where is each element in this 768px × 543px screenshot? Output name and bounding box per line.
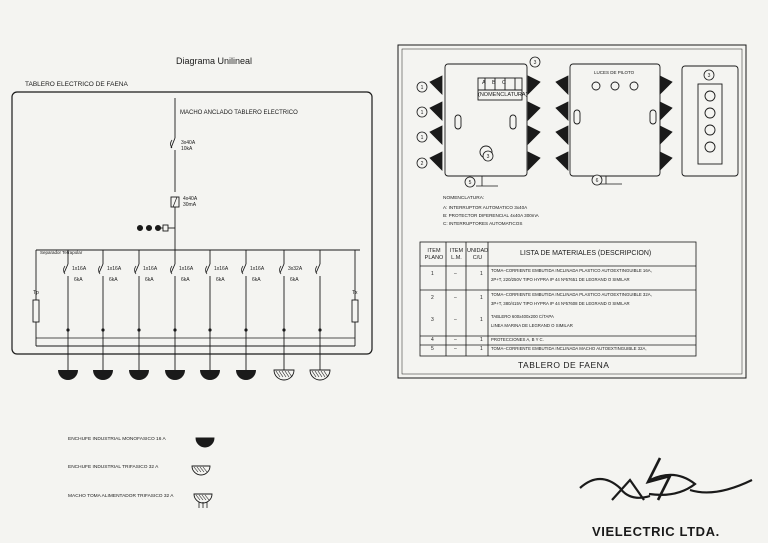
circuit-rating: 1x16A <box>107 266 122 272</box>
main-feeder-label: MACHO ANCLADO TABLERO ELECTRICO <box>180 110 298 116</box>
table-cell-description: TABLERO 600x400x200 C/TAPA <box>491 314 554 319</box>
table-cell-lm: – <box>454 346 457 352</box>
mono-icon <box>196 438 214 447</box>
circuit-ka: 6kA <box>252 277 261 283</box>
svg-text:5: 5 <box>468 180 472 186</box>
main-breaker-rating: 3x40A <box>181 140 196 146</box>
table-cell-description: PROTECCIONES A, B Y C. <box>491 337 544 342</box>
table-cell-lm: – <box>454 271 457 277</box>
table-cell-description: TOMA–CORRIENTE EMBUTIDA INCLINADA MACHO AUTOEXTINGUIBLE 32A, <box>491 346 647 351</box>
table-header-item-lm: ITEM L.M. <box>449 248 464 261</box>
callout-marker <box>417 158 427 168</box>
brand-name: VIELECTRIC LTDA. <box>592 524 720 539</box>
circuit-branch <box>236 250 265 380</box>
circuit-rating: 1x16A <box>179 266 194 272</box>
svg-text:6: 6 <box>595 178 599 184</box>
table-header-item-plano: ITEM PLANO <box>424 248 444 261</box>
mono-socket-icon <box>129 370 149 380</box>
table-cell-lm: – <box>454 337 457 343</box>
svg-text:1: 1 <box>420 110 424 116</box>
circuit-branch <box>200 250 229 380</box>
circuit-ka: 6kA <box>181 277 190 283</box>
table-cell-item: 5 <box>431 346 434 352</box>
circuit-rating: 3x32A <box>288 266 303 272</box>
table-cell-qty: 1 <box>480 337 483 343</box>
circuit-branch <box>274 250 303 380</box>
diagram-title: Diagrama Unilineal <box>176 56 253 66</box>
table-cell-item: 2 <box>431 295 434 301</box>
callout-marker <box>483 151 493 161</box>
table-header-unidad: UNIDAD C/U <box>467 248 489 261</box>
callout-marker <box>417 107 427 117</box>
nomenclatura-item-c: C: INTERRUPTORES AUTOMATICOS <box>443 221 523 226</box>
table-cell-qty: 1 <box>480 295 483 301</box>
table-cell-description: 2P+T, 220/250V TIPO HYPRA IP 44 Nº57651 DE LEGRAND O SIMILAR <box>491 277 630 282</box>
circuit-branch <box>310 250 330 380</box>
nomenclatura-box-label: (NOMENCLATURA) <box>478 92 528 98</box>
tp-right-label: Tx <box>352 290 358 296</box>
circuit-ka: 6kA <box>216 277 225 283</box>
table-header-description: LISTA DE MATERIALES (DESCRIPCION) <box>520 250 652 257</box>
svg-text:3: 3 <box>533 60 537 66</box>
table-cell-item: 1 <box>431 271 434 277</box>
table-cell-description: TOMA–CORRIENTE EMBUTIDA INCLINADA PLASTICO AUTOEXTINGUIBLE 16A, <box>491 268 652 273</box>
circuit-rating: 1x16A <box>250 266 265 272</box>
circuit-branch <box>129 250 158 380</box>
mono-socket-icon <box>93 370 113 380</box>
svg-text:1: 1 <box>420 85 424 91</box>
differential-rating: 4x40A <box>183 196 198 202</box>
table-cell-qty: 1 <box>480 317 483 323</box>
table-cell-lm: – <box>454 317 457 323</box>
front-label-c: C <box>502 80 506 86</box>
separator-label: Separador Tetrapolar <box>40 250 83 255</box>
tp-left-label: Tp <box>33 290 39 296</box>
table-cell-description: TOMA–CORRIENTE EMBUTIDA INCLINADA PLASTICO AUTOEXTINGUIBLE 32A, <box>491 292 652 297</box>
nomenclatura-title: NOMENCLATURA: <box>443 196 485 201</box>
table-caption: TABLERO DE FAENA <box>518 360 610 370</box>
table-cell-lm: – <box>454 295 457 301</box>
differential-sensitivity: 30mA <box>183 202 197 208</box>
mono-socket-icon <box>58 370 78 380</box>
board-subtitle: TABLERO ELECTRICO DE FAENA <box>25 81 128 88</box>
callout-marker <box>417 132 427 142</box>
legend-item-tri: ENCHUFE INDUSTRIAL TRIFASICO 32 A <box>68 465 159 470</box>
circuit-ka: 6kA <box>109 277 118 283</box>
svg-text:2: 2 <box>420 161 424 167</box>
table-cell-qty: 1 <box>480 271 483 277</box>
table-cell-qty: 1 <box>480 346 483 352</box>
circuit-branch <box>165 250 194 380</box>
table-cell-item: 4 <box>431 337 434 343</box>
nomenclatura-item-b: B: PROTECTOR DIFERENCIAL 4x40A 300mA <box>443 213 539 218</box>
feeder-icon <box>194 494 212 508</box>
front-label-b: B <box>492 80 496 86</box>
circuit-rating: 1x16A <box>214 266 229 272</box>
legend-item-feeder: MACHO TOMA ALIMENTADOR TRIFASICO 32 A <box>68 494 174 499</box>
callout-marker <box>465 177 475 187</box>
main-breaker-ka: 10kA <box>181 146 193 152</box>
legend-item-mono: ENCHUFE INDUSTRIAL MONOFASICO 16 A <box>68 437 166 442</box>
callout-marker <box>530 57 540 67</box>
svg-text:1: 1 <box>420 135 424 141</box>
circuit-branch <box>93 250 122 380</box>
nomenclatura-item-a: A: INTERRUPTOR AUTOMATICO 3x40A <box>443 205 528 210</box>
front-label-a: A <box>482 80 486 86</box>
table-cell-item: 3 <box>431 317 434 323</box>
pilot-light-label: LUCES DE PILOTO <box>594 70 635 75</box>
circuit-branch <box>58 250 87 380</box>
callout-marker <box>704 70 714 80</box>
table-cell-description: LINEA MARINA DE LEGRAND O SIMILAR <box>491 323 573 328</box>
circuit-rating: 1x16A <box>72 266 87 272</box>
mono-socket-icon <box>236 370 256 380</box>
circuit-rating: 1x16A <box>143 266 158 272</box>
tri-icon <box>192 466 210 475</box>
table-cell-description: 3P+T, 380/415V TIPO HYPRA IP 44 Nº57608 DE LEGRAND O SIMILAR <box>491 301 630 306</box>
callout-marker <box>417 82 427 92</box>
svg-text:3: 3 <box>707 73 711 79</box>
svg-text:3: 3 <box>486 154 490 160</box>
circuit-ka: 6kA <box>74 277 83 283</box>
callout-marker <box>592 175 602 185</box>
circuit-ka: 6kA <box>145 277 154 283</box>
mono-socket-icon <box>200 370 220 380</box>
mono-socket-icon <box>165 370 185 380</box>
circuit-ka: 6kA <box>290 277 299 283</box>
